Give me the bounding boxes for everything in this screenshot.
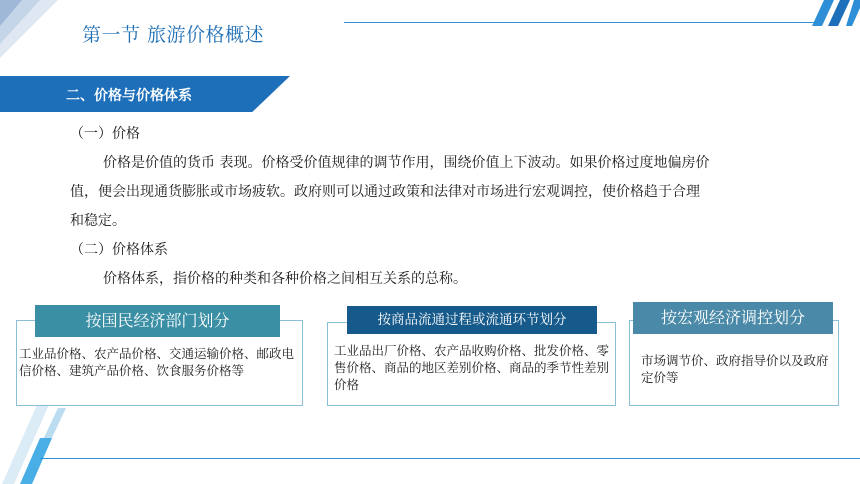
corner-decoration-bottom-left	[0, 398, 80, 484]
category-box-title: 按宏观经济调控划分	[633, 302, 833, 334]
section-title: 二、价格与价格体系	[66, 88, 192, 104]
paragraph-line: 价格体系，指价格的种类和各种价格之间相互关系的总称。	[103, 271, 467, 287]
header-divider	[344, 22, 822, 23]
paragraph-line: 和稳定。	[70, 213, 126, 229]
category-box-text: 工业品价格、农产品价格、交通运输价格、邮政电信价格、建筑产品价格、饮食服务价格等	[19, 346, 295, 378]
category-box-title: 按商品流通过程或流通环节划分	[347, 306, 597, 334]
category-box-text: 市场调节价、政府指导价以及政府定价等	[641, 353, 829, 385]
corner-decoration-top-left	[0, 0, 60, 60]
category-box-title: 按国民经济部门划分	[35, 305, 280, 337]
subsection-title-price-system: （二）价格体系	[70, 242, 168, 258]
subsection-title-price: （一）价格	[70, 126, 140, 142]
page-title: 第一节 旅游价格概述	[82, 24, 265, 46]
paragraph-line: 价格是价值的货币 表现。价格受价值规律的调节作用，围绕价值上下波动。如果价格过度地偏房价	[103, 155, 710, 171]
paragraph-line: 值，便会出现通货膨胀或市场疲软。政府则可以通过政策和法律对市场进行宏观调控，使价格趋于合理	[70, 184, 700, 200]
footer-divider	[40, 458, 860, 459]
category-box-text: 工业品出厂价格、农产品收购价格、批发价格、零售价格、商品的地区差别价格、商品的季节性差别价格	[334, 343, 610, 392]
